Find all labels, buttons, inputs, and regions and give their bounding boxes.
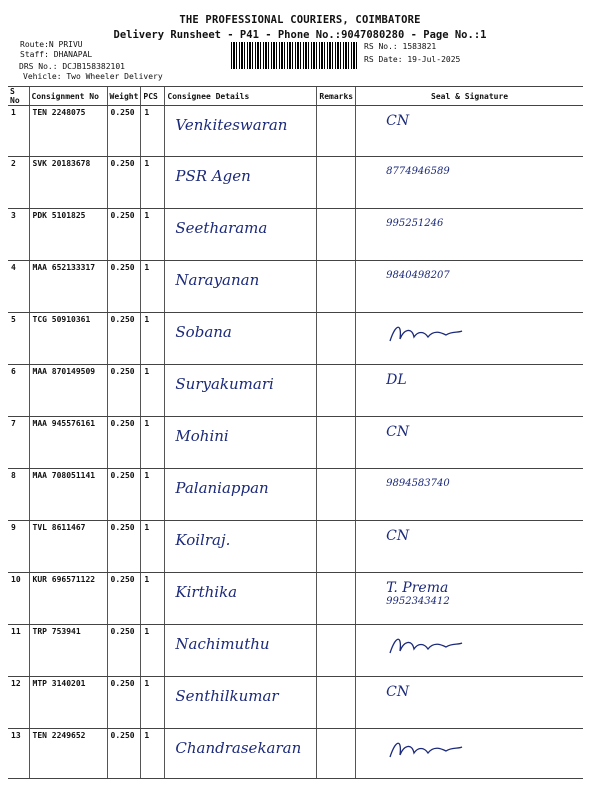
col-header-seal: Seal & Signature — [356, 87, 583, 106]
remarks-cell — [317, 417, 356, 469]
signature-phone-number: 995251246 — [386, 218, 444, 229]
weight-cell: 0.250 — [107, 677, 141, 729]
table-row — [8, 469, 583, 521]
weight-cell: 0.250 — [107, 573, 141, 625]
table-row — [8, 365, 583, 417]
signature-phone-number: 8774946589 — [386, 166, 450, 177]
consignment-number-cell: SVK 20183678 — [29, 157, 107, 209]
rs-date: RS Date: 19-Jul-2025 — [364, 55, 461, 64]
serial-number-cell: 10 — [8, 573, 29, 625]
table-row — [8, 625, 583, 677]
seal-text: CN — [386, 684, 410, 700]
consignment-number-cell: MTP 3140201 — [29, 677, 107, 729]
table-row — [8, 521, 583, 573]
remarks-cell — [317, 313, 356, 365]
table-row — [8, 106, 583, 157]
weight-cell: 0.250 — [107, 469, 141, 521]
pcs-cell: 1 — [141, 157, 165, 209]
runsheet-subtitle: Delivery Runsheet - P41 - Phone No.:9047080280 - Page No.:1 — [113, 29, 487, 41]
weight-cell: 0.250 — [107, 261, 141, 313]
weight-cell: 0.250 — [107, 157, 141, 209]
remarks-cell — [317, 365, 356, 417]
pcs-cell: 1 — [141, 365, 165, 417]
serial-number-cell: 5 — [8, 313, 29, 365]
consignee-name-cell: Kirthika — [165, 573, 317, 625]
table-header-row — [8, 87, 583, 106]
seal-text: T. Prema — [386, 580, 449, 596]
seal-text: CN — [386, 113, 410, 129]
consignee-name-cell: Palaniappan — [165, 469, 317, 521]
seal-signature-cell — [356, 625, 583, 677]
pcs-cell: 1 — [141, 625, 165, 677]
consignment-number-cell: KUR 696571122 — [29, 573, 107, 625]
pcs-cell: 1 — [141, 469, 165, 521]
consignee-name-cell: Nachimuthu — [165, 625, 317, 677]
serial-number-cell: 4 — [8, 261, 29, 313]
table-row — [8, 417, 583, 469]
pcs-cell: 1 — [141, 729, 165, 779]
weight-cell: 0.250 — [107, 313, 141, 365]
handwritten-signature — [386, 633, 466, 659]
col-header-consignment: Consignment No — [29, 87, 107, 106]
consignee-name-cell: PSR Agen — [165, 157, 317, 209]
seal-text: CN — [386, 424, 410, 440]
col-header-consignee: Consignee Details — [165, 87, 317, 106]
remarks-cell — [317, 573, 356, 625]
vehicle-label: Vehicle: Two Wheeler Delivery — [23, 72, 163, 81]
serial-number-cell: 1 — [8, 106, 29, 157]
pcs-cell: 1 — [141, 677, 165, 729]
consignment-number-cell: PDK 5101825 — [29, 209, 107, 261]
seal-signature-cell — [356, 261, 583, 313]
consignment-number-cell: TEN 2249652 — [29, 729, 107, 779]
runsheet-title: THE PROFESSIONAL COURIERS, COIMBATORE — [179, 14, 421, 26]
weight-cell: 0.250 — [107, 521, 141, 573]
drs-number: DRS No.: DCJB158382101 — [19, 62, 125, 71]
consignee-name-cell: Seetharama — [165, 209, 317, 261]
route-label: Route:N PRIVU — [20, 40, 83, 49]
table-row — [8, 261, 583, 313]
handwritten-signature — [386, 321, 466, 347]
serial-number-cell: 13 — [8, 729, 29, 779]
remarks-cell — [317, 157, 356, 209]
pcs-cell: 1 — [141, 417, 165, 469]
pcs-cell: 1 — [141, 261, 165, 313]
col-header-pcs: PCS — [141, 87, 165, 106]
serial-number-cell: 3 — [8, 209, 29, 261]
consignee-name-cell: Koilraj. — [165, 521, 317, 573]
pcs-cell: 1 — [141, 521, 165, 573]
remarks-cell — [317, 469, 356, 521]
signature-phone-number: 9952343412 — [386, 596, 450, 607]
seal-signature-cell — [356, 365, 583, 417]
weight-cell: 0.250 — [107, 417, 141, 469]
seal-signature-cell — [356, 106, 583, 157]
consignment-number-cell: TCG 50910361 — [29, 313, 107, 365]
weight-cell: 0.250 — [107, 106, 141, 157]
consignee-name-cell: Venkiteswaran — [165, 106, 317, 157]
seal-signature-cell — [356, 209, 583, 261]
serial-number-cell: 12 — [8, 677, 29, 729]
serial-number-cell: 9 — [8, 521, 29, 573]
remarks-cell — [317, 521, 356, 573]
consignee-name-cell: Chandrasekaran — [165, 729, 317, 779]
consignment-number-cell: TVL 8611467 — [29, 521, 107, 573]
consignment-number-cell: MAA 652133317 — [29, 261, 107, 313]
seal-signature-cell — [356, 417, 583, 469]
signature-phone-number: 9894583740 — [386, 478, 450, 489]
seal-signature-cell — [356, 573, 583, 625]
weight-cell: 0.250 — [107, 209, 141, 261]
seal-signature-cell — [356, 677, 583, 729]
pcs-cell: 1 — [141, 106, 165, 157]
weight-cell: 0.250 — [107, 729, 141, 779]
table-row — [8, 677, 583, 729]
col-header-remarks: Remarks — [317, 87, 356, 106]
seal-signature-cell — [356, 313, 583, 365]
consignee-name-cell: Sobana — [165, 313, 317, 365]
consignment-number-cell: MAA 870149509 — [29, 365, 107, 417]
serial-number-cell: 11 — [8, 625, 29, 677]
serial-number-cell: 6 — [8, 365, 29, 417]
seal-signature-cell — [356, 469, 583, 521]
serial-number-cell: 2 — [8, 157, 29, 209]
consignee-name-cell: Narayanan — [165, 261, 317, 313]
serial-number-cell: 8 — [8, 469, 29, 521]
remarks-cell — [317, 209, 356, 261]
consignment-number-cell: TEN 2248075 — [29, 106, 107, 157]
seal-signature-cell — [356, 729, 583, 779]
consignment-number-cell: MAA 945576161 — [29, 417, 107, 469]
consignment-number-cell: TRP 753941 — [29, 625, 107, 677]
remarks-cell — [317, 625, 356, 677]
pcs-cell: 1 — [141, 209, 165, 261]
pcs-cell: 1 — [141, 573, 165, 625]
table-row — [8, 729, 583, 779]
weight-cell: 0.250 — [107, 365, 141, 417]
barcode-image — [231, 42, 357, 69]
table-row — [8, 157, 583, 209]
remarks-cell — [317, 677, 356, 729]
consignee-name-cell: Mohini — [165, 417, 317, 469]
seal-text: CN — [386, 528, 410, 544]
col-header-weight: Weight — [107, 87, 141, 106]
consignment-number-cell: MAA 708051141 — [29, 469, 107, 521]
table-row — [8, 209, 583, 261]
remarks-cell — [317, 261, 356, 313]
weight-cell: 0.250 — [107, 625, 141, 677]
handwritten-signature — [386, 737, 466, 763]
col-header-sno: S No — [8, 87, 29, 106]
seal-signature-cell — [356, 521, 583, 573]
staff-label: Staff: DHANAPAL — [20, 50, 93, 59]
serial-number-cell: 7 — [8, 417, 29, 469]
signature-phone-number: 9840498207 — [386, 270, 450, 281]
consignee-name-cell: Senthilkumar — [165, 677, 317, 729]
consignee-name-cell: Suryakumari — [165, 365, 317, 417]
runsheet-table — [8, 86, 583, 779]
table-row — [8, 313, 583, 365]
remarks-cell — [317, 729, 356, 779]
pcs-cell: 1 — [141, 313, 165, 365]
table-row — [8, 573, 583, 625]
seal-text: DL — [386, 372, 407, 388]
seal-signature-cell — [356, 157, 583, 209]
remarks-cell — [317, 106, 356, 157]
rs-number: RS No.: 1583821 — [364, 42, 437, 51]
